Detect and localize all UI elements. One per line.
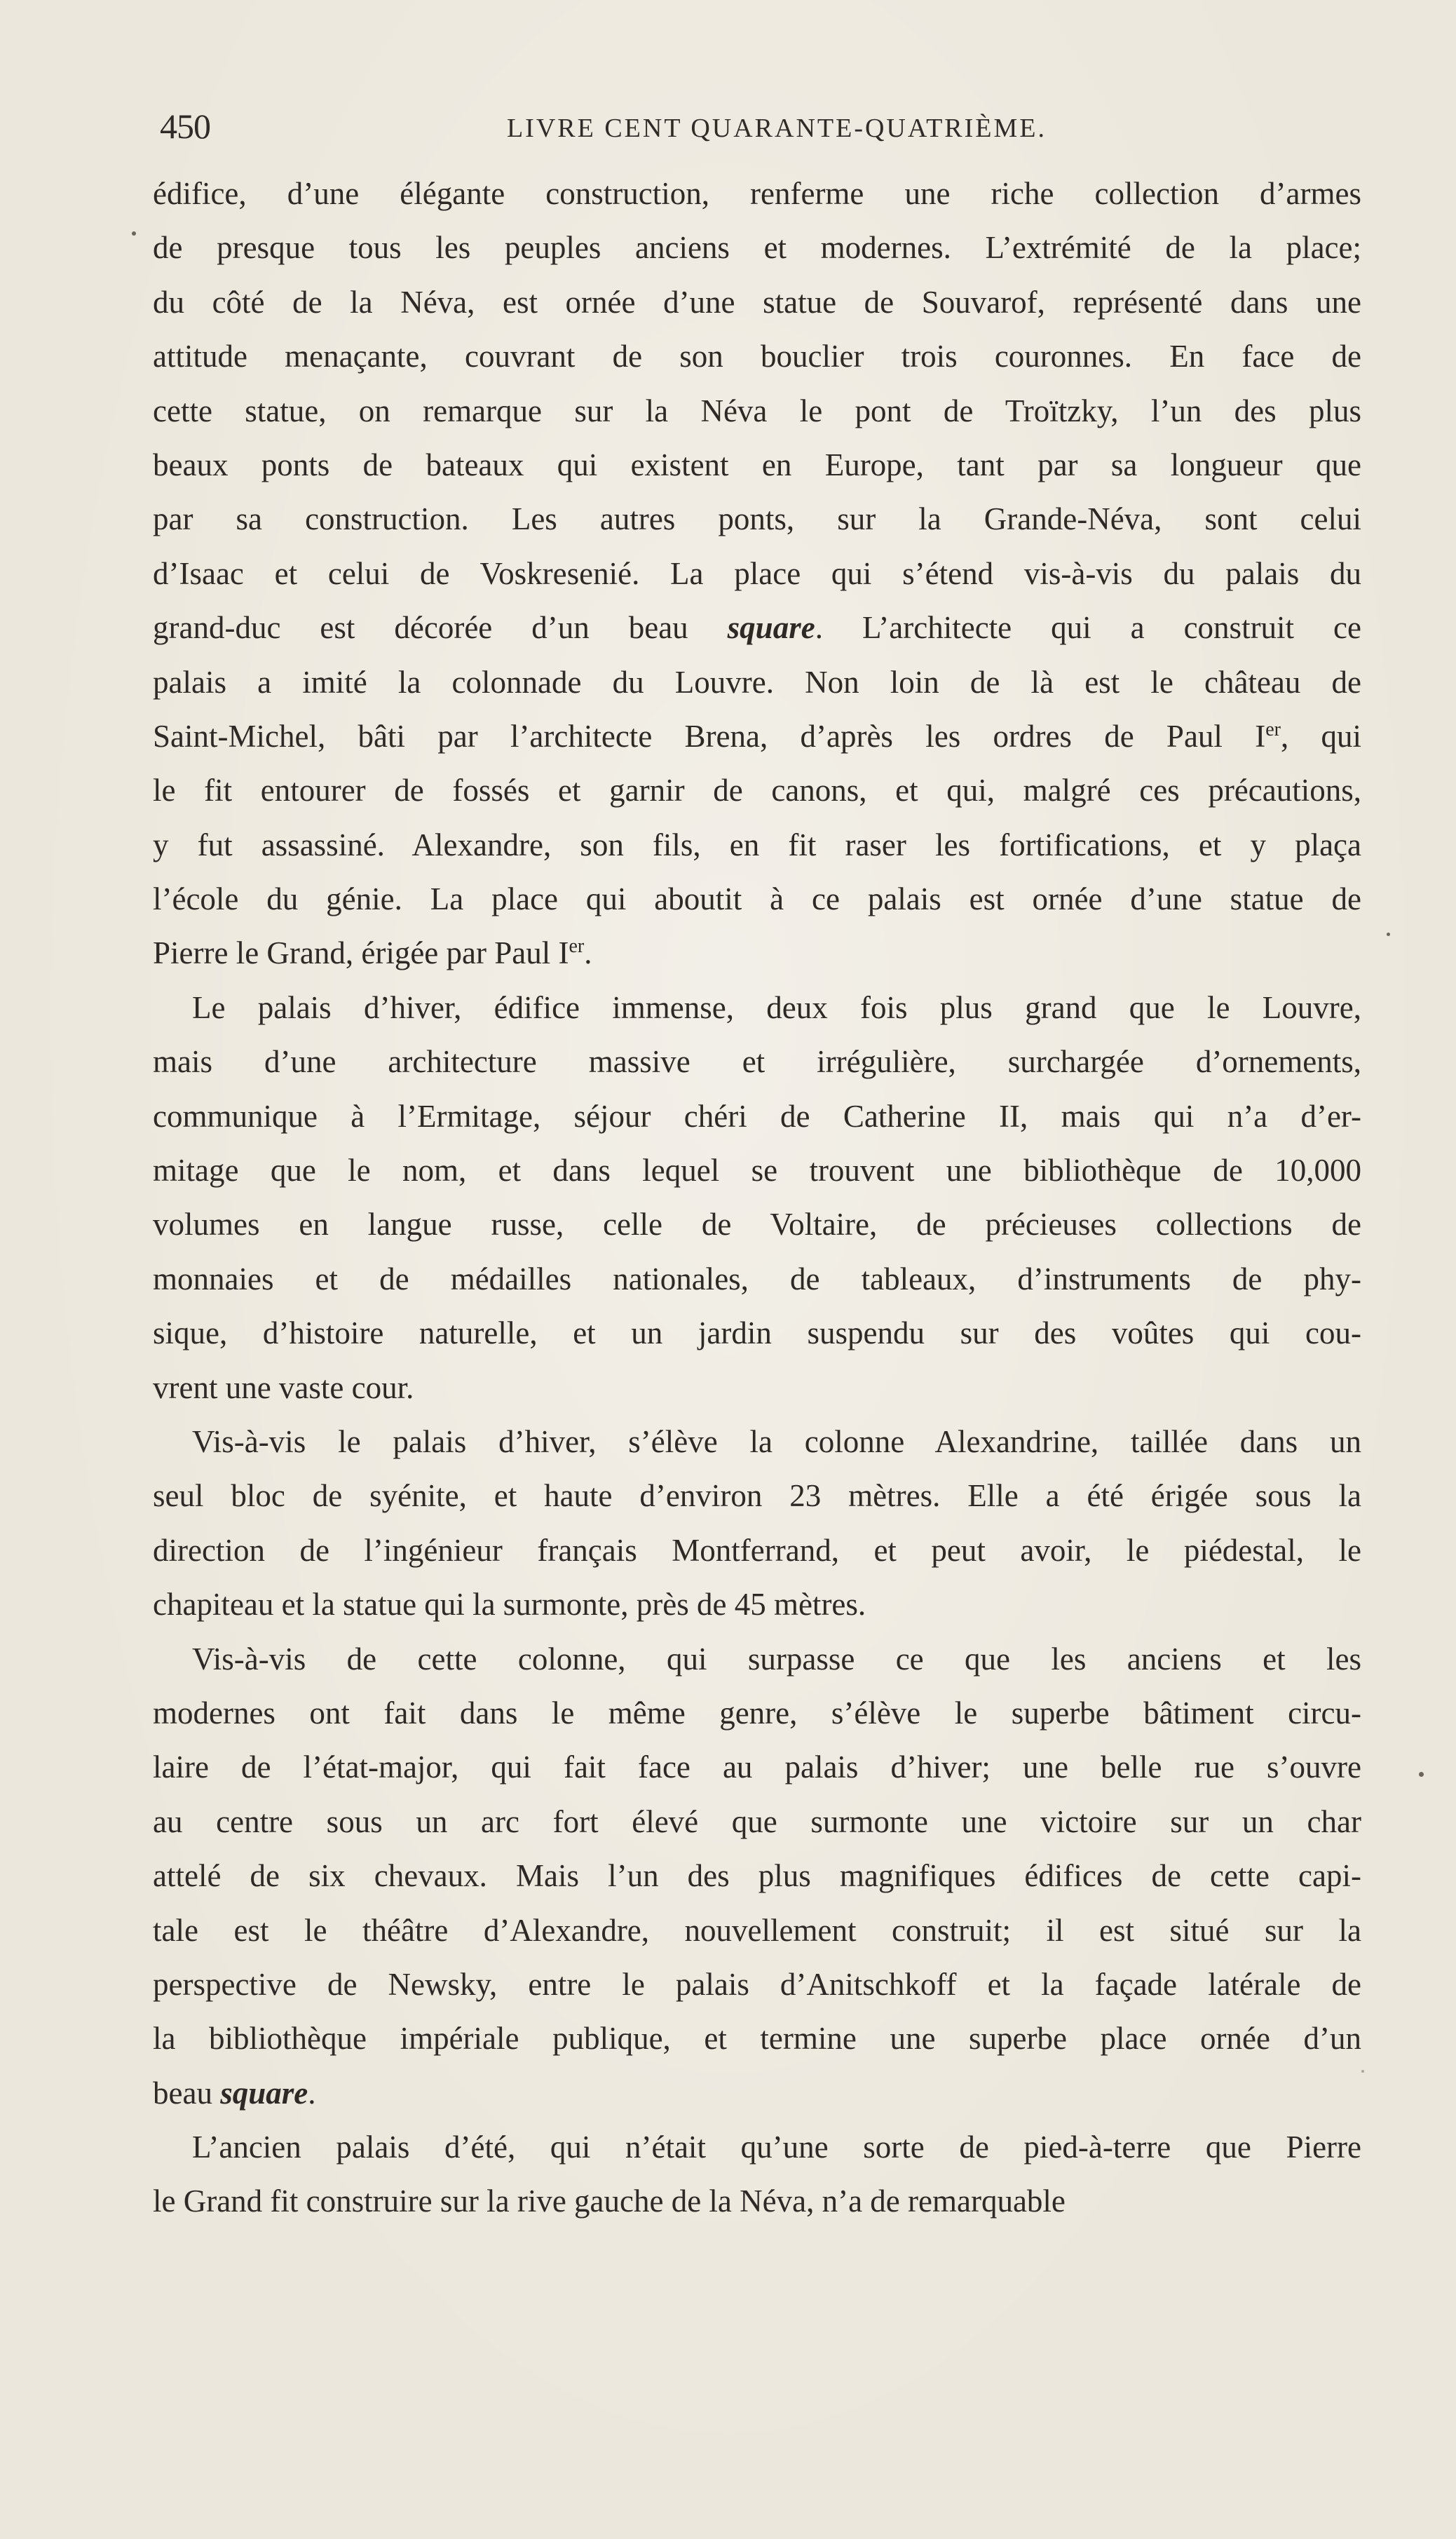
- paragraph: [153, 2120, 1361, 2229]
- text-line: Saint-Michel, bâti par l’architecte Brena, d’après les ordres de Paul Ier, qui: [153, 718, 1361, 754]
- superscript: er: [569, 935, 585, 958]
- text-line: mais d’une architecture massive et irrégulière, surchargée d’ornements,: [153, 1044, 1361, 1080]
- text-line: communique à l’Ermitage, séjour chéri de Catherine II, mais qui n’a d’er-: [153, 1098, 1361, 1134]
- text-line: vrent une vaste cour.: [153, 1369, 414, 1405]
- print-speck: [132, 231, 136, 236]
- text-line: attelé de six chevaux. Mais l’un des plus magnifiques édifices de cette capi-: [153, 1858, 1361, 1894]
- text-line: tale est le théâtre d’Alexandre, nouvellement construit; il est situé sur la: [153, 1912, 1361, 1948]
- text-line: mitage que le nom, et dans lequel se trouvent une bibliothèque de 10,000: [153, 1153, 1361, 1189]
- text-line: de presque tous les peuples anciens et modernes. L’extrémité de la place;: [153, 230, 1361, 266]
- running-head: LIVRE CENT QUARANTE-QUATRIÈME.: [506, 114, 1047, 143]
- italic-term: square: [220, 2075, 308, 2111]
- text-line: monnaies et de médailles nationales, de tableaux, d’instruments de phy-: [153, 1261, 1361, 1296]
- text-line: Vis-à-vis de cette colonne, qui surpasse ce que les anciens et les: [192, 1641, 1361, 1677]
- text-line: d’Isaac et celui de Voskresenié. La place qui s’étend vis-à-vis du palais du: [153, 555, 1361, 591]
- paragraph: [153, 167, 1361, 981]
- print-speck: [1361, 2070, 1364, 2073]
- italic-term: square: [727, 610, 815, 646]
- text-line: l’école du génie. La place qui aboutit à ce palais est ornée d’une statue de: [153, 881, 1361, 917]
- print-speck: [1419, 1772, 1424, 1777]
- text-line: chapiteau et la statue qui la surmonte, près de 45 mètres.: [153, 1587, 866, 1623]
- page-number: 450: [160, 107, 210, 146]
- text-line: beau square.: [153, 2075, 316, 2111]
- text-line: sique, d’histoire naturelle, et un jardin suspendu sur des voûtes qui cou-: [153, 1315, 1361, 1351]
- text-line: grand-duc est décorée d’un beau square. L’architecte qui a construit ce: [153, 610, 1361, 646]
- paragraph: [153, 1632, 1361, 2121]
- superscript: er: [1265, 718, 1281, 740]
- page-header: [160, 105, 1366, 147]
- text-line: volumes en langue russe, celle de Voltaire, de précieuses collections de: [153, 1207, 1361, 1243]
- text-line: le Grand fit construire sur la rive gauche de la Néva, n’a de remarquable: [153, 2183, 1066, 2219]
- text-line: Vis-à-vis le palais d’hiver, s’élève la colonne Alexandrine, taillée dans un: [192, 1423, 1361, 1459]
- text-line: le fit entourer de fossés et garnir de canons, et qui, malgré ces précautions,: [153, 773, 1361, 808]
- text-line: perspective de Newsky, entre le palais d’Anitschkoff et la façade latérale de: [153, 1966, 1361, 2002]
- text-line: au centre sous un arc fort élevé que surmonte une victoire sur un char: [153, 1803, 1361, 1839]
- text-line: L’ancien palais d’été, qui n’était qu’une sorte de pied-à-terre que Pierre: [192, 2130, 1361, 2165]
- text-line: cette statue, on remarque sur la Néva le pont de Troïtzky, l’un des plus: [153, 393, 1361, 428]
- text-line: Le palais d’hiver, édifice immense, deux fois plus grand que le Louvre,: [192, 989, 1361, 1025]
- text-line: par sa construction. Les autres ponts, sur la Grande-Néva, sont celui: [153, 501, 1361, 537]
- text-line: la bibliothèque impériale publique, et termine une superbe place ornée d’un: [153, 2021, 1361, 2057]
- text-line: laire de l’état-major, qui fait face au palais d’hiver; une belle rue s’ouvre: [153, 1749, 1361, 1785]
- text-line: modernes ont fait dans le même genre, s’élève le superbe bâtiment circu-: [153, 1695, 1361, 1731]
- body-text: [153, 167, 1361, 2229]
- text-line: y fut assassiné. Alexandre, son fils, en fit raser les fortifications, et y plaça: [153, 827, 1361, 862]
- text-line: seul bloc de syénite, et haute d’environ 23 mètres. Elle a été érigée sous la: [153, 1478, 1361, 1514]
- text-line: attitude menaçante, couvrant de son bouclier trois couronnes. En face de: [153, 339, 1361, 374]
- text-line: palais a imité la colonnade du Louvre. Non loin de là est le château de: [153, 664, 1361, 700]
- paragraph: [153, 1415, 1361, 1632]
- text-line: beaux ponts de bateaux qui existent en Europe, tant par sa longueur que: [153, 447, 1361, 482]
- text-line: direction de l’ingénieur français Montferrand, et peut avoir, le piédestal, le: [153, 1532, 1361, 1568]
- text-line: Pierre le Grand, érigée par Paul Ier.: [153, 935, 592, 971]
- text-line: édifice, d’une élégante construction, renferme une riche collection d’armes: [153, 176, 1361, 211]
- paragraph: [153, 981, 1361, 1415]
- text-line: du côté de la Néva, est ornée d’une statue de Souvarof, représenté dans une: [153, 284, 1361, 320]
- print-speck: [1387, 933, 1390, 936]
